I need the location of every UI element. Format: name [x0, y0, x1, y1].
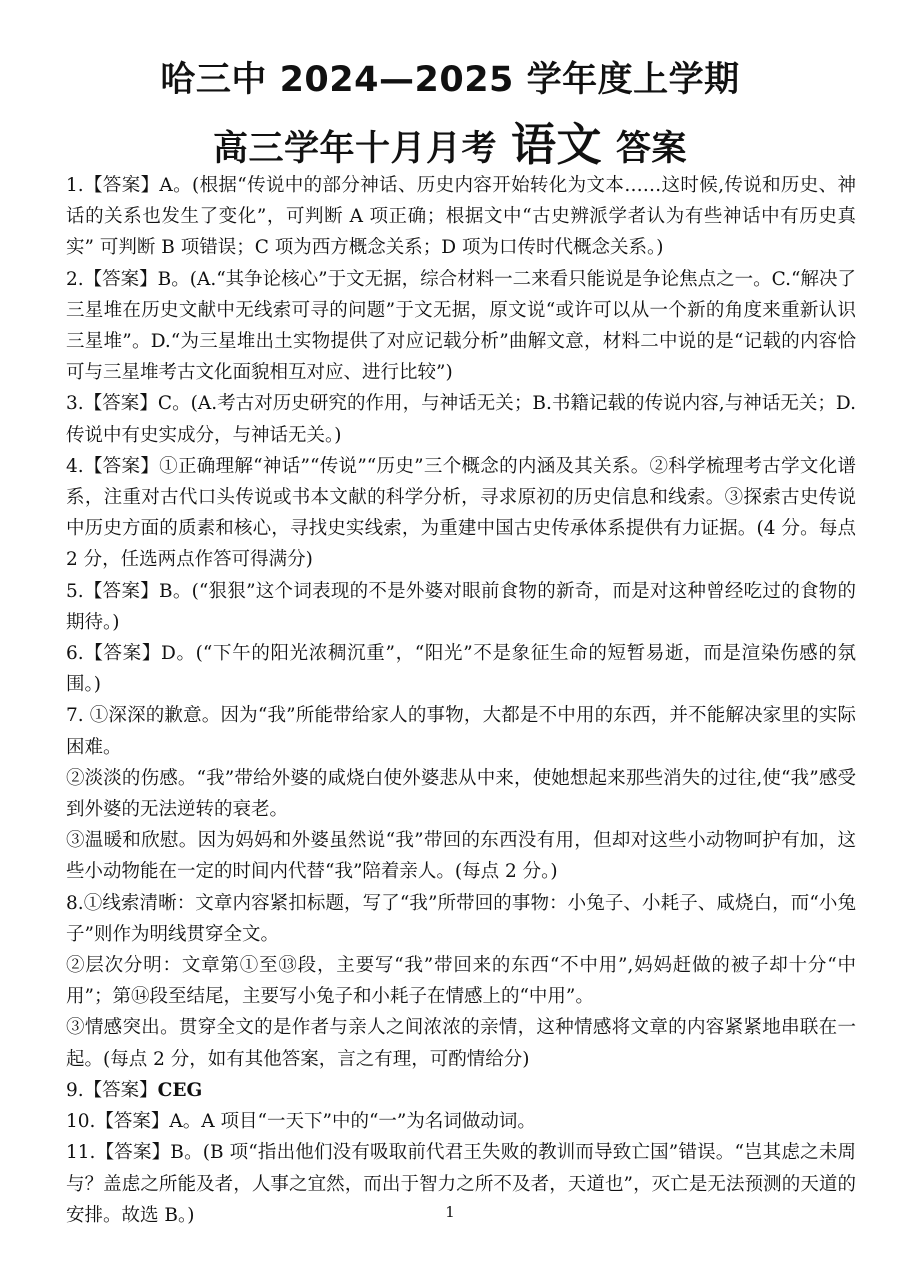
answer-9-value: CEG	[157, 1079, 203, 1101]
answer-item: 3.【答案】C。(A.考古对历史研究的作用，与神话无关；B.书籍记载的传说内容,与神话无关；D.传说中有史实成分，与神话无关。)	[66, 393, 856, 446]
answers-body	[66, 170, 856, 1231]
answer-item: ③温暖和欣慰。因为妈妈和外婆虽然说“我”带回的东西没有用，但却对这些小动物呵护有加，这些小动物能在一定的时间内代替“我”陪着亲人。(每点 2 分。)	[66, 830, 856, 883]
answer-9-label: 9.【答案】	[66, 1079, 158, 1101]
answer-item: ②层次分明：文章第①至⑬段，主要写“我”带回来的东西“不中用”,妈妈赶做的被子却十分“中用”；第⑭段至结尾，主要写小兔子和小耗子在情感上的“中用”。	[66, 955, 856, 1008]
subject-label: 语文	[510, 118, 602, 171]
answer-item: 5.【答案】B。(“狠狠”这个词表现的不是外婆对眼前食物的新奇，而是对这种曾经吃过的食物的期待。)	[66, 580, 856, 633]
answer-item: 4.【答案】①正确理解“神话”“传说”“历史”三个概念的内涵及其关系。②科学梳理考古学文化谱系，注重对古代口头传说或书本文献的科学分析，寻求原初的历史信息和线索。③探索古史传说中历史方面的质素和核心，寻找史实线索，为重建中国古史传承体系提供有力证据。(4 分。每点 2 分，任选两点作答可得满分)	[66, 455, 856, 571]
page-number: 1	[445, 1203, 455, 1221]
answer-item: 10.【答案】A。A 项目“一天下”中的“一”为名词做动词。	[66, 1111, 536, 1133]
answer-item: 2.【答案】B。(A.“其争论核心”于文无据，综合材料一二来看只能说是争论焦点之一。C.“解决了三星堆在历史文献中无线索可寻的问题”于文无据，原文说“或许可以从一个新的角度来重新认识三星堆”。D.“为三星堆出土实物提供了对应记载分析”曲解文意，材料二中说的是“记载的内容恰可与三星堆考古文化面貌相互对应、进行比较”)	[66, 268, 856, 384]
answer-item: 8.①线索清晰：文章内容紧扣标题，写了“我”所带回的事物：小兔子、小耗子、咸烧白，而“小兔子”则作为明线贯穿全文。	[66, 892, 856, 945]
answer-item: ③情感突出。贯穿全文的是作者与亲人之间浓浓的亲情，这种情感将文章的内容紧紧地串联在一起。(每点 2 分，如有其他答案，言之有理，可酌情给分)	[66, 1017, 856, 1070]
answer-item: ②淡淡的伤感。“我”带给外婆的咸烧白使外婆悲从中来，使她想起来那些消失的过往,使“我”感受到外婆的无法逆转的衰老。	[66, 767, 856, 821]
answer-item: 11.【答案】B。(B 项“指出他们没有吸取前代君王失败的教训而导致亡国”错误。“岂其虑之未周与？盖虑之所能及者，人事之宜然，而出于智力之所不及者，天道也”，灭亡是无法预测的天道的安排。故选 B。)	[66, 1142, 856, 1226]
answer-item: 6.【答案】D。(“下午的阳光浓稠沉重”，“阳光”不是象征生命的短暂易逝，而是渲染伤感的氛围。)	[66, 643, 856, 696]
subtitle-prefix: 高三学年十月月考	[212, 129, 497, 169]
page-title: 哈三中 2024—2025 学年度上学期	[160, 60, 740, 100]
answer-item-9	[66, 1075, 856, 1106]
answer-item: 1.【答案】A。(根据“传说中的部分神话、历史内容开始转化为文本……这时候,传说和历史、神话的关系也发生了变化”，可判断 A 项正确；根据文中“古史辨派学者认为有些神话中有历史真实” 可判断 B 项错误；C 项为西方概念关系；D 项为口传时代概念关系。)	[66, 175, 856, 259]
answer-item: 7. ①深深的歉意。因为“我”所能带给家人的事物，大都是不中用的东西，并不能解决家里的实际困难。	[66, 705, 856, 758]
subtitle-suffix: 答案	[616, 129, 688, 169]
page-subtitle	[0, 108, 900, 173]
